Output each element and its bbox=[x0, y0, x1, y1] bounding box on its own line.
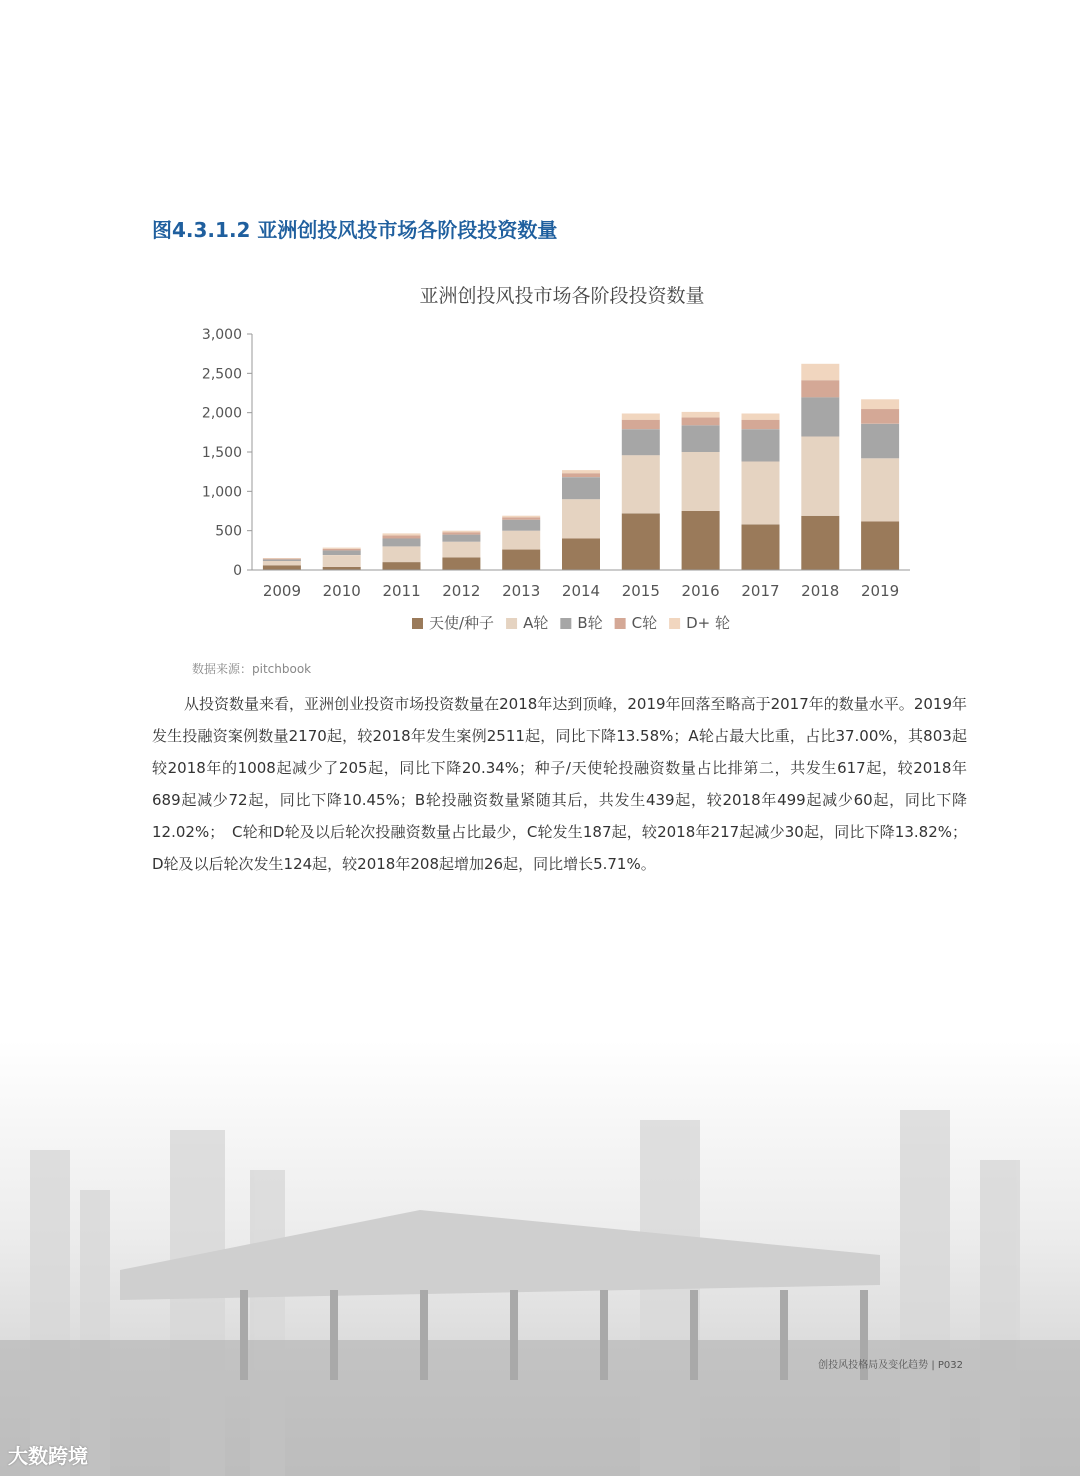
bars bbox=[263, 364, 899, 570]
bar-segment-4-2011 bbox=[383, 533, 421, 535]
bar-segment-3-2013 bbox=[502, 517, 540, 519]
bar-segment-2-2013 bbox=[502, 520, 540, 531]
bar-segment-4-2015 bbox=[622, 414, 660, 420]
bar-segment-0-2017 bbox=[742, 524, 780, 570]
bar-segment-2-2012 bbox=[442, 535, 480, 542]
bar-segment-1-2009 bbox=[263, 561, 301, 565]
bar-segment-3-2010 bbox=[323, 549, 361, 551]
bar-segment-1-2015 bbox=[622, 455, 660, 513]
x-axis bbox=[252, 570, 910, 600]
bar-segment-4-2012 bbox=[442, 531, 480, 533]
bar-segment-2-2014 bbox=[562, 477, 600, 499]
brand-watermark: 大数跨境 bbox=[8, 1444, 88, 1468]
bar-segment-0-2014 bbox=[562, 539, 600, 571]
x-tick-label: 2016 bbox=[681, 582, 720, 600]
bar-segment-2-2010 bbox=[323, 550, 361, 555]
bar-segment-0-2018 bbox=[801, 516, 839, 570]
legend-label-2: B轮 bbox=[577, 614, 603, 632]
body-paragraph: 从投资数量来看，亚洲创业投资市场投资数量在2018年达到顶峰，2019年回落至略高于2017年的数量水平。2019年发生投融资案例数量2170起，较2018年发生案例2511起，同比下降13.58%；A轮占最大比重，占比37.00%，其803起较2018年的1008起减少了205起，同比下降20.34%；种子/天使轮投融资数量占比排第二，共发生617起，较2018年689起减少72起，同比下降10.45%；B轮投融资数量紧随其后，共发生439起，较2018年499起减少60起，同比下降12.02%； C轮和D轮及以后轮次投融资数量占比最少，C轮发生187起，较2018年217起减少30起，同比下降13.82%；D轮及以后轮次发生124起，较2018年208起增加26起，同比增长5.71%。 bbox=[152, 695, 967, 873]
bar-segment-4-2016 bbox=[682, 412, 720, 418]
page-footer: 创投风投格局及变化趋势 | P032 bbox=[818, 1360, 963, 1371]
bar-segment-4-2018 bbox=[801, 364, 839, 380]
bar-segment-4-2017 bbox=[742, 414, 780, 420]
bar-segment-1-2016 bbox=[682, 452, 720, 511]
bar-segment-2-2016 bbox=[682, 425, 720, 452]
x-tick-label: 2019 bbox=[860, 582, 900, 600]
legend-swatch-4 bbox=[669, 618, 680, 629]
bar-segment-1-2019 bbox=[861, 458, 899, 521]
y-tick-label: 0 bbox=[233, 563, 242, 579]
bar-segment-1-2013 bbox=[502, 531, 540, 550]
legend-swatch-2 bbox=[560, 618, 571, 629]
chart-title: 亚洲创投风投市场各阶段投资数量 bbox=[419, 285, 705, 307]
data-source: 数据来源：pitchbook bbox=[192, 662, 312, 676]
bar-segment-3-2016 bbox=[682, 417, 720, 425]
bar-segment-0-2009 bbox=[263, 565, 301, 570]
legend-label-3: C轮 bbox=[631, 614, 658, 632]
y-tick-label: 2,500 bbox=[201, 366, 242, 383]
x-tick-label: 2015 bbox=[621, 582, 660, 600]
bar-segment-1-2011 bbox=[383, 546, 421, 562]
legend-swatch-1 bbox=[506, 618, 517, 629]
bar-segment-3-2018 bbox=[801, 380, 839, 397]
bar-segment-3-2014 bbox=[562, 473, 600, 477]
bar-segment-4-2019 bbox=[861, 399, 899, 409]
x-tick-label: 2010 bbox=[322, 582, 361, 600]
bar-segment-3-2012 bbox=[442, 532, 480, 534]
bar-segment-1-2012 bbox=[442, 542, 480, 558]
legend bbox=[412, 614, 730, 632]
x-tick-label: 2018 bbox=[801, 582, 840, 600]
bar-segment-1-2014 bbox=[562, 499, 600, 538]
y-tick-label: 2,000 bbox=[201, 405, 242, 422]
x-tick-label: 2011 bbox=[382, 582, 421, 600]
bar-segment-4-2014 bbox=[562, 470, 600, 473]
city-background-image bbox=[0, 1040, 1080, 1476]
bar-segment-2-2019 bbox=[861, 424, 899, 459]
x-tick-label: 2009 bbox=[262, 582, 302, 600]
bar-segment-3-2015 bbox=[622, 420, 660, 429]
bar-segment-4-2013 bbox=[502, 516, 540, 518]
bar-segment-0-2015 bbox=[622, 513, 660, 570]
bar-segment-0-2012 bbox=[442, 557, 480, 570]
bar-segment-2-2018 bbox=[801, 397, 839, 436]
stacked-bar-chart bbox=[0, 270, 1080, 660]
y-tick-label: 1,000 bbox=[201, 484, 242, 501]
bar-segment-1-2010 bbox=[323, 555, 361, 567]
bar-segment-4-2009 bbox=[263, 558, 301, 559]
y-tick-label: 1,500 bbox=[201, 445, 242, 461]
x-tick-label: 2014 bbox=[561, 582, 601, 600]
bar-segment-2-2015 bbox=[622, 429, 660, 455]
bar-segment-0-2019 bbox=[861, 522, 899, 571]
bar-segment-2-2011 bbox=[383, 539, 421, 547]
y-tick-label: 3,000 bbox=[201, 327, 242, 343]
y-tick-label: 500 bbox=[215, 523, 242, 540]
x-tick-label: 2012 bbox=[442, 582, 481, 600]
bar-segment-3-2017 bbox=[742, 420, 780, 429]
legend-label-1: A轮 bbox=[523, 614, 549, 632]
bar-segment-3-2019 bbox=[861, 409, 899, 424]
bar-segment-1-2018 bbox=[801, 437, 839, 516]
bar-segment-2-2017 bbox=[742, 429, 780, 461]
legend-label-0: 天使/种子 bbox=[429, 614, 495, 632]
bar-segment-0-2013 bbox=[502, 550, 540, 571]
legend-label-4: D+ 轮 bbox=[686, 614, 730, 632]
bar-segment-3-2011 bbox=[383, 535, 421, 538]
x-tick-label: 2017 bbox=[741, 582, 780, 600]
bar-segment-4-2010 bbox=[323, 548, 361, 549]
legend-swatch-0 bbox=[412, 618, 423, 629]
bar-segment-0-2011 bbox=[383, 562, 421, 570]
legend-swatch-3 bbox=[615, 618, 626, 629]
bar-segment-0-2016 bbox=[682, 511, 720, 570]
x-tick-label: 2013 bbox=[502, 582, 541, 600]
figure-title: 图4.3.1.2 亚洲创投风投市场各阶段投资数量 bbox=[152, 218, 558, 242]
y-axis bbox=[202, 327, 252, 579]
bar-segment-1-2017 bbox=[742, 461, 780, 524]
bar-segment-3-2009 bbox=[263, 559, 301, 560]
bar-segment-2-2009 bbox=[263, 559, 301, 561]
